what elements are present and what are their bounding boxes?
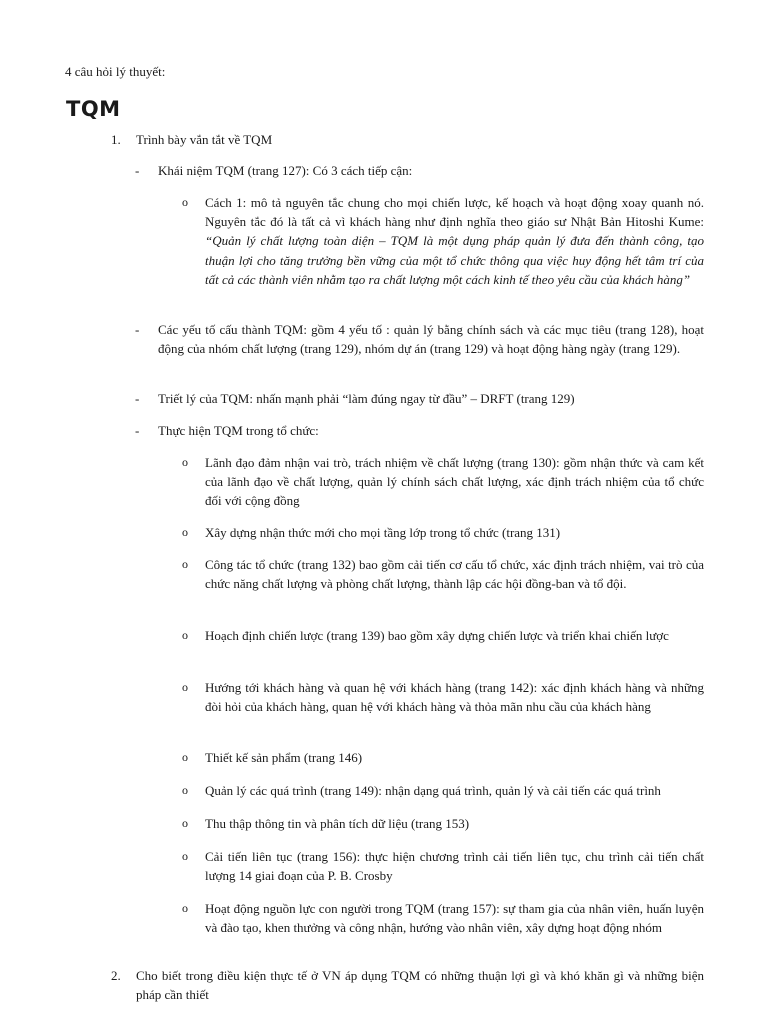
- method-1-text: Cách 1: mô tả nguyên tắc chung cho mọi chiến lược, kế hoạch và hoạt động xoay quanh nó. Nguyên tắc đó là tất cả vì khách hàng như định nghĩa theo giáo sư Nhật Bản Hitoshi Kume:: [205, 195, 704, 230]
- dash-marker: -: [135, 391, 140, 406]
- sub-item: Xây dựng nhận thức mới cho mọi tầng lớp trong tổ chức (trang 131): [205, 525, 561, 540]
- sub-item: Quản lý các quá trình (trang 149): nhận dạng quá trình, quản lý và cải tiến các quá trình: [205, 783, 661, 798]
- sub-item: Lãnh đạo đảm nhận vai trò, trách nhiệm về chất lượng (trang 130): gồm nhận thức và cam kết của lãnh đạo về chất lượng, quản lý chính sách chất lượng, xác định trách nhiệm của tổ chức đối với cộng đồng: [205, 455, 704, 509]
- philosophy-item: Triết lý của TQM: nhấn mạnh phải “làm đúng ngay từ đầu” – DRFT (trang 129): [158, 391, 575, 406]
- bullet-marker: o: [182, 628, 188, 642]
- bullet-marker: o: [182, 901, 188, 915]
- section-heading: TQM: [66, 97, 121, 121]
- bullet-marker: o: [182, 680, 188, 694]
- question-2-number: 2.: [111, 968, 121, 983]
- sub-item: Thu thập thông tin và phân tích dữ liệu (trang 153): [205, 816, 470, 831]
- bullet-marker: o: [182, 455, 188, 469]
- question-1-number: 1.: [111, 132, 121, 147]
- intro-text: 4 câu hỏi lý thuyết:: [65, 64, 166, 79]
- sub-item: Hướng tới khách hàng và quan hệ với khách hàng (trang 142): xác định khách hàng và những đòi hỏi của khách hàng, quan hệ với khách hàng và thỏa mãn nhu cầu của khách hàng: [205, 680, 704, 715]
- elements-item: Các yếu tố cấu thành TQM: gồm 4 yếu tố : quản lý bằng chính sách và các mục tiêu (trang 128), hoạt động của nhóm chất lượng (trang 129), nhóm dự án (trang 129) và hoạt động hàng ngày (trang 129).: [158, 322, 704, 357]
- bullet-marker: o: [182, 783, 188, 797]
- kume-quote: “Quản lý chất lượng toàn diện – TQM là một dụng pháp quản lý đưa đến thành công, tạo thuận lợi cho tăng trưởng bền vững của một tổ chức thông qua việc huy động hết tâm trí của tất cả các thành viên nhằm tạo ra chất lượng một cách kinh tế theo yêu cầu của khách hàng”: [205, 233, 704, 287]
- dash-marker: -: [135, 423, 140, 438]
- sub-item: Thiết kế sản phẩm (trang 146): [205, 750, 363, 765]
- concept-item: Khái niệm TQM (trang 127): Có 3 cách tiếp cận:: [158, 163, 413, 178]
- question-2-text: Cho biết trong điều kiện thực tế ở VN áp dụng TQM có những thuận lợi gì và khó khăn gì và những biện pháp cần thiết: [136, 968, 704, 1003]
- sub-item: Hoạt động nguồn lực con người trong TQM (trang 157): sự tham gia của nhân viên, huấn luyện và đào tạo, khen thưởng và công nhận, hướng vào nhân viên, xây dựng hoạt động nhóm: [205, 901, 704, 936]
- implementation-item: Thực hiện TQM trong tổ chức:: [158, 423, 319, 438]
- bullet-marker: o: [182, 816, 188, 830]
- dash-marker: -: [135, 163, 140, 178]
- bullet-marker: o: [182, 849, 188, 863]
- sub-item: Cải tiến liên tục (trang 156): thực hiện chương trình cải tiến liên tục, chu trình cải tiến chất lượng 14 giai đoạn của P. B. Crosby: [205, 849, 704, 884]
- bullet-marker: o: [182, 557, 188, 571]
- dash-marker: -: [135, 322, 140, 337]
- sub-item: Công tác tổ chức (trang 132) bao gồm cải tiến cơ cấu tổ chức, xác định trách nhiệm, vai trò của chức năng chất lượng và phòng chất lượng, thành lập các hội đồng-ban và tổ đội.: [205, 557, 704, 592]
- bullet-marker: o: [182, 525, 188, 539]
- bullet-marker: o: [182, 750, 188, 764]
- bullet-marker: o: [182, 195, 188, 209]
- sub-item: Hoạch định chiến lược (trang 139) bao gồm xây dựng chiến lược và triển khai chiến lược: [205, 628, 669, 643]
- method-1-paragraph: [205, 193, 704, 289]
- question-1-text: Trình bày vắn tắt về TQM: [136, 132, 273, 147]
